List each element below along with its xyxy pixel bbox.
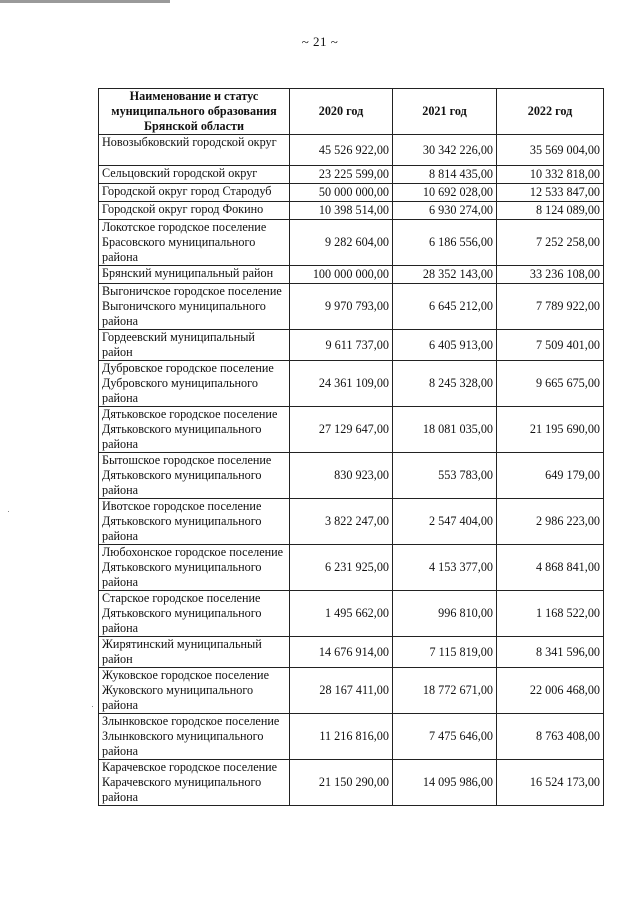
municipality-cell: Выгоничское городское поселение Выгоничского муниципального района xyxy=(99,284,290,330)
table-row xyxy=(99,407,604,453)
value-2022-cell: 7 509 401,00 xyxy=(497,330,604,361)
value-2022-cell: 649 179,00 xyxy=(497,453,604,499)
value-2022-cell: 7 789 922,00 xyxy=(497,284,604,330)
municipality-cell: Жирятинский муниципальный район xyxy=(99,637,290,668)
municipality-cell: Городской округ город Фокино xyxy=(99,202,290,220)
table-row xyxy=(99,760,604,806)
table-row xyxy=(99,545,604,591)
municipality-cell: Ивотское городское поселение Дятьковского муниципального района xyxy=(99,499,290,545)
value-2022-cell: 12 533 847,00 xyxy=(497,184,604,202)
value-2020-cell: 10 398 514,00 xyxy=(290,202,393,220)
municipality-cell: Брянский муниципальный район xyxy=(99,266,290,284)
value-2022-cell: 9 665 675,00 xyxy=(497,361,604,407)
top-scan-rule xyxy=(0,0,170,3)
value-2021-cell: 8 814 435,00 xyxy=(393,166,497,184)
header-2022: 2022 год xyxy=(497,89,604,135)
value-2021-cell: 8 245 328,00 xyxy=(393,361,497,407)
value-2021-cell: 6 186 556,00 xyxy=(393,220,497,266)
table-row xyxy=(99,714,604,760)
value-2020-cell: 21 150 290,00 xyxy=(290,760,393,806)
value-2021-cell: 2 547 404,00 xyxy=(393,499,497,545)
municipality-cell: Бытошское городское поселение Дятьковского муниципального района xyxy=(99,453,290,499)
table-row xyxy=(99,499,604,545)
municipality-cell: Старское городское поселение Дятьковского муниципального района xyxy=(99,591,290,637)
municipality-cell: Гордеевский муниципальный район xyxy=(99,330,290,361)
municipality-cell: Сельцовский городской округ xyxy=(99,166,290,184)
value-2021-cell: 6 930 274,00 xyxy=(393,202,497,220)
value-2021-cell: 996 810,00 xyxy=(393,591,497,637)
value-2022-cell: 4 868 841,00 xyxy=(497,545,604,591)
value-2022-cell: 7 252 258,00 xyxy=(497,220,604,266)
table-row xyxy=(99,591,604,637)
table-row xyxy=(99,668,604,714)
value-2021-cell: 4 153 377,00 xyxy=(393,545,497,591)
value-2022-cell: 10 332 818,00 xyxy=(497,166,604,184)
municipality-cell: Жуковское городское поселение Жуковского муниципального района xyxy=(99,668,290,714)
table-row xyxy=(99,637,604,668)
value-2020-cell: 50 000 000,00 xyxy=(290,184,393,202)
value-2022-cell: 16 524 173,00 xyxy=(497,760,604,806)
scan-speck xyxy=(92,706,93,707)
municipality-cell: Любохонское городское поселение Дятьковского муниципального района xyxy=(99,545,290,591)
table-row xyxy=(99,266,604,284)
value-2020-cell: 6 231 925,00 xyxy=(290,545,393,591)
header-2021: 2021 год xyxy=(393,89,497,135)
value-2022-cell: 8 763 408,00 xyxy=(497,714,604,760)
value-2020-cell: 14 676 914,00 xyxy=(290,637,393,668)
value-2020-cell: 9 970 793,00 xyxy=(290,284,393,330)
value-2021-cell: 18 081 035,00 xyxy=(393,407,497,453)
table-row xyxy=(99,330,604,361)
value-2020-cell: 3 822 247,00 xyxy=(290,499,393,545)
value-2021-cell: 10 692 028,00 xyxy=(393,184,497,202)
value-2021-cell: 7 475 646,00 xyxy=(393,714,497,760)
table-row xyxy=(99,184,604,202)
municipality-cell: Дятьковское городское поселение Дятьковского муниципального района xyxy=(99,407,290,453)
table-row xyxy=(99,135,604,166)
value-2021-cell: 14 095 986,00 xyxy=(393,760,497,806)
value-2022-cell: 22 006 468,00 xyxy=(497,668,604,714)
value-2022-cell: 1 168 522,00 xyxy=(497,591,604,637)
value-2021-cell: 6 405 913,00 xyxy=(393,330,497,361)
value-2022-cell: 33 236 108,00 xyxy=(497,266,604,284)
value-2020-cell: 9 611 737,00 xyxy=(290,330,393,361)
value-2020-cell: 28 167 411,00 xyxy=(290,668,393,714)
value-2020-cell: 830 923,00 xyxy=(290,453,393,499)
value-2020-cell: 11 216 816,00 xyxy=(290,714,393,760)
budget-table xyxy=(98,88,604,806)
value-2020-cell: 27 129 647,00 xyxy=(290,407,393,453)
value-2022-cell: 21 195 690,00 xyxy=(497,407,604,453)
table-row xyxy=(99,220,604,266)
value-2021-cell: 28 352 143,00 xyxy=(393,266,497,284)
value-2022-cell: 35 569 004,00 xyxy=(497,135,604,166)
value-2021-cell: 30 342 226,00 xyxy=(393,135,497,166)
table-row xyxy=(99,284,604,330)
value-2022-cell: 2 986 223,00 xyxy=(497,499,604,545)
header-2020: 2020 год xyxy=(290,89,393,135)
table-row xyxy=(99,166,604,184)
municipality-cell: Городской округ город Стародуб xyxy=(99,184,290,202)
value-2021-cell: 6 645 212,00 xyxy=(393,284,497,330)
value-2021-cell: 18 772 671,00 xyxy=(393,668,497,714)
table-row xyxy=(99,361,604,407)
scan-speck xyxy=(8,511,9,512)
municipality-cell: Локотское городское поселение Брасовского муниципального района xyxy=(99,220,290,266)
value-2021-cell: 7 115 819,00 xyxy=(393,637,497,668)
municipality-cell: Новозыбковский городской округ xyxy=(99,135,290,166)
table-body xyxy=(99,135,604,806)
value-2020-cell: 45 526 922,00 xyxy=(290,135,393,166)
value-2022-cell: 8 341 596,00 xyxy=(497,637,604,668)
page-number: ~ 21 ~ xyxy=(301,34,339,49)
value-2020-cell: 9 282 604,00 xyxy=(290,220,393,266)
table-row xyxy=(99,453,604,499)
table-row xyxy=(99,202,604,220)
municipality-cell: Дубровское городское поселение Дубровского муниципального района xyxy=(99,361,290,407)
value-2020-cell: 23 225 599,00 xyxy=(290,166,393,184)
municipality-cell: Карачевское городское поселение Карачевского муниципального района xyxy=(99,760,290,806)
municipality-cell: Злынковское городское поселение Злынковского муниципального района xyxy=(99,714,290,760)
value-2020-cell: 100 000 000,00 xyxy=(290,266,393,284)
table-header-row xyxy=(99,89,604,135)
value-2020-cell: 24 361 109,00 xyxy=(290,361,393,407)
value-2020-cell: 1 495 662,00 xyxy=(290,591,393,637)
value-2022-cell: 8 124 089,00 xyxy=(497,202,604,220)
value-2021-cell: 553 783,00 xyxy=(393,453,497,499)
header-municipality: Наименование и статус муниципального образования Брянской области xyxy=(99,89,290,135)
